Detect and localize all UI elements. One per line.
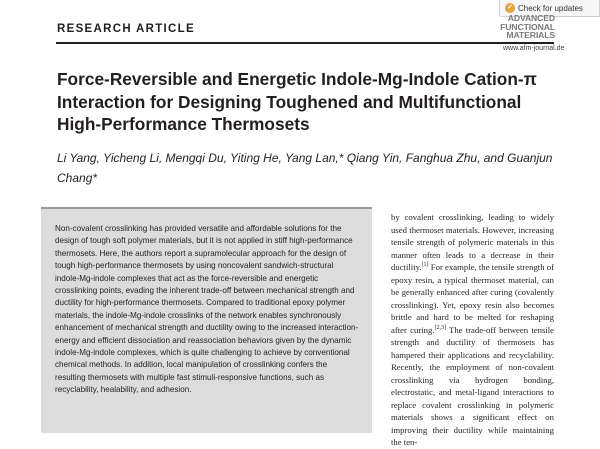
author-list: Li Yang, Yicheng Li, Mengqi Du, Yiting He, Yang Lan,* Qiang Yin, Fanghua Zhu, and Guanjun Chang* <box>57 151 553 185</box>
abstract-box <box>41 207 372 433</box>
header-divider <box>56 42 554 44</box>
body-text: by covalent crosslinking, leading to widely used thermoset materials. However, increasing tensile strength of polymeric materials in this manner often leads to a decrease in their ductility. <box>391 212 554 272</box>
paper-title: Force-Reversible and Energetic Indole-Mg-Indole Cation-π Interaction for Designing Toughened and Multifunctional High-Performance Thermosets <box>57 69 537 134</box>
journal-url-link[interactable]: www.afm-journal.de <box>503 45 565 52</box>
citation-link[interactable]: [1] <box>421 262 429 269</box>
update-icon: ✓ <box>505 3 515 13</box>
article-type-label: RESEARCH ARTICLE <box>57 23 195 35</box>
check-for-updates-label: Check for updates <box>518 3 583 13</box>
body-text: For example, the tensile strength of epoxy resin, a typical thermoset material, can be generally enhanced after curing (covalently crosslinking). Yet, epoxy resin also becomes brittle and hard to be melted for reshaping after curing. <box>391 262 554 335</box>
body-text-column <box>391 211 554 449</box>
journal-logo <box>495 14 555 40</box>
body-text: The trade-off between tensile strength and ductility of thermosets has hampered their applications and recyclability. Recently, the employment of non-covalent crosslinking via hydrogen bonding, electrostatic, and metal-ligand interactions to replace covalent crosslinking in polymeric materials shows a significant effect on improving their ductility while maintaining the ten- <box>391 324 554 447</box>
abstract-text: Non-covalent crosslinking has provided versatile and affordable solutions for the design of tough soft polymer materials, but it is not applied in stiff high-performance thermosets. Here, the authors report a supramolecular approach for the design of tough high-performance thermosets by using noncovalent sandwich-structural indole-Mg-indole complexes that act as the force-reversible and energetic crosslinking points, evading the inherent trade-off between mechanical strength and ductility for high-performance thermosets. Compared to traditional epoxy polymer materials, the indole-Mg-indole crosslinks of the network enables synchronously enhancement of mechanical strength and ductility owing to the increased interaction-energy and efficient dissociation and reassociation behaviors given by the dynamic indole-Mg-indole complexes, which is quite challenging to achieve by conventional chemical methods. In addition, local manipulation of crosslinking confers the resulting thermosets with multiple fast stimuli-responsive functions, such as recyclability, healability, and adhesion. <box>55 224 359 395</box>
journal-logo-line: FUNCTIONAL <box>500 21 555 32</box>
journal-logo-line: ADVANCED <box>507 13 555 23</box>
journal-logo-line: MATERIALS <box>506 30 555 40</box>
citation-link[interactable]: [2,3] <box>434 324 446 331</box>
